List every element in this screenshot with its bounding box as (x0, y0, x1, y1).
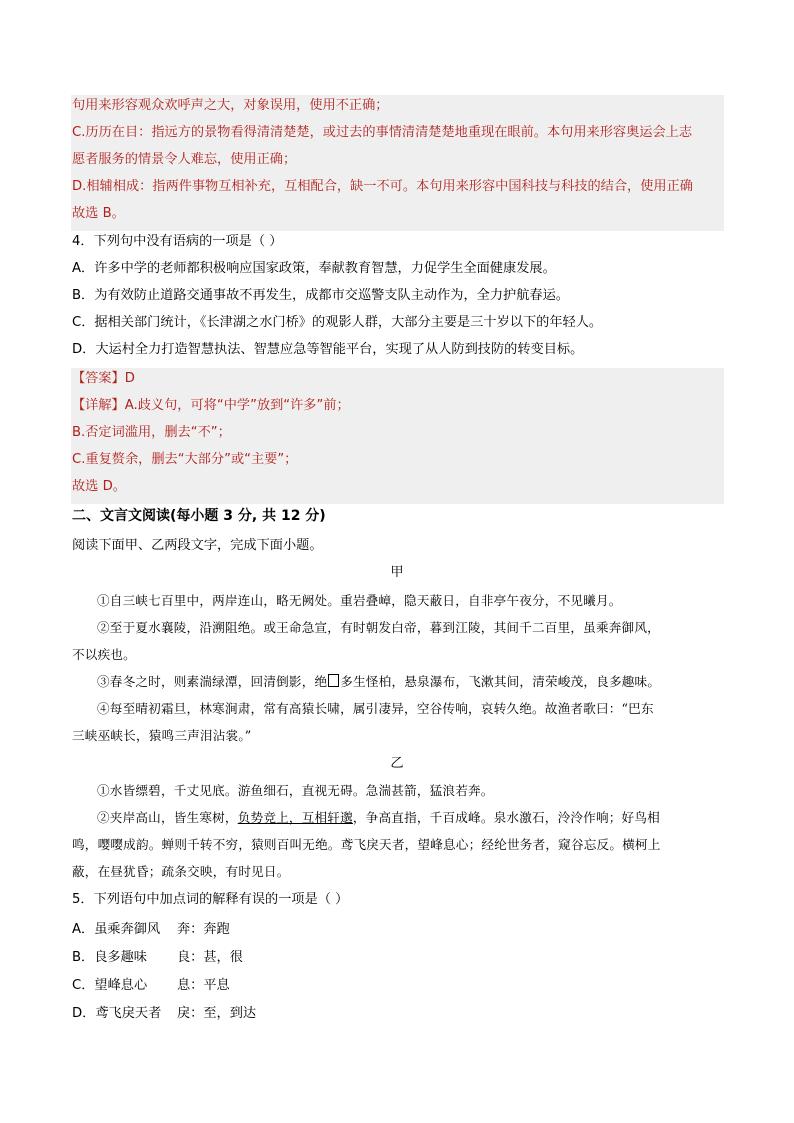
q4-detail-a (72, 398, 350, 414)
detail-label: 【详解】 (72, 398, 125, 413)
underlined-phrase: 负势竞上，互相轩邈 (237, 810, 353, 825)
q5-option-a (72, 922, 230, 938)
passage-text: ③春冬之时，则素湍绿潭，回清倒影，绝 (97, 674, 328, 689)
missing-char-box (328, 674, 339, 687)
option-text: D．鸢飞戾天者 (72, 1006, 162, 1021)
passage-text: ②夹岸高山，皆生寒树， (97, 810, 238, 825)
passage-jia-paragraph (97, 674, 660, 690)
option-text: B．良多趣味 (72, 950, 147, 965)
q5-stem: 5．下列语句中加点词的解释有误的一项是（ ） (72, 892, 349, 907)
passage-text: 多生怪柏，悬泉瀑布，飞漱其间，清荣峻茂，良多趣味。 (340, 674, 661, 689)
q5-option-d (72, 1006, 256, 1022)
q4-conclusion: 故选 D。 (72, 479, 126, 494)
detail-a-text: A.歧义句，可将“中学”放到“许多”前； (124, 398, 350, 413)
passage-yi-title: 乙 (390, 756, 404, 771)
q3-explanation-line: C.历历在目：指远方的景物看得清清楚楚，或过去的事情清清楚楚地重现在眼前。本句用来形容奥运会上志 (72, 125, 693, 140)
q4-stem: 4．下列句中没有语病的一项是（ ） (72, 234, 283, 249)
passage-text: ，争高直指，千百成峰。泉水激石，泠泠作响；好鸟相 (352, 810, 660, 825)
passage-jia-title: 甲 (390, 565, 404, 580)
passage-jia-paragraph: ②至于夏水襄陵，沿溯阻绝。或王命急宣，有时朝发白帝，暮到江陵，其间千二百里，虽乘奔御风， (97, 620, 660, 635)
passage-yi-paragraph-cont: 鸣，嘤嘤成韵。蝉则千转不穷，猿则百叫无绝。鸢飞戾天者，望峰息心；经纶世务者，窥谷忘反。横柯上 (72, 837, 661, 852)
passage-yi-paragraph-cont: 蔽，在昼犹昏；疏条交映，有时见日。 (72, 864, 290, 879)
option-explanation: 戾：至，到达 (177, 1006, 257, 1021)
q3-conclusion: 故选 B。 (72, 206, 125, 221)
q4-option-a: A．许多中学的老师都积极响应国家政策，奉献教育智慧，力促学生全面健康发展。 (72, 261, 556, 276)
option-text: C．望峰息心 (72, 978, 148, 993)
q5-option-c (72, 978, 230, 994)
q4-option-b: B．为有效防止道路交通事故不再发生，成都市交巡警支队主动作为，全力护航春运。 (72, 288, 569, 303)
section-instruction: 阅读下面甲、乙两段文字，完成下面小题。 (72, 538, 323, 553)
q4-detail-c: C.重复赘余，删去“大部分”或“主要”； (72, 452, 298, 467)
q5-option-b (72, 950, 243, 966)
q4-answer (72, 371, 135, 387)
q4-option-c: C．据相关部门统计，《长津湖之水门桥》的观影人群，大部分主要是三十岁以下的年轻人。 (72, 315, 603, 330)
option-explanation: 息：平息 (177, 978, 230, 993)
q4-option-d: D．大运村全力打造智慧执法、智慧应急等智能平台，实现了从人防到技防的转变目标。 (72, 342, 584, 357)
q4-detail-b: B.否定词滥用，删去“不”； (72, 425, 231, 440)
passage-jia-paragraph: ①自三峡七百里中，两岸连山，略无阙处。重岩叠嶂，隐天蔽日，自非亭午夜分，不见曦月。 (97, 593, 622, 608)
answer-label: 【答案】 (72, 371, 125, 386)
section-heading: 二、文言文阅读(每小题 3 分, 共 12 分) (72, 508, 326, 524)
q3-explanation-line: D.相辅相成：指两件事物互相补充，互相配合，缺一不可。本句用来形容中国科技与科技的结合，使用正确 (72, 179, 693, 194)
answer-value: D (124, 371, 135, 386)
passage-jia-paragraph-cont: 三峡巫峡长，猿鸣三声泪沾裳。” (72, 728, 252, 743)
q3-explanation-line: 句用来形容观众欢呼声之大，对象误用，使用不正确； (72, 98, 389, 113)
passage-jia-paragraph-cont: 不以疾也。 (72, 647, 136, 662)
passage-jia-paragraph: ④每至晴初霜旦，林寒涧肃，常有高猿长啸，属引凄异，空谷传响，哀转久绝。故渔者歌曰：“巴东 (97, 701, 654, 716)
option-text: A．虽乘奔御风 (72, 922, 161, 937)
option-explanation: 奔：奔跑 (177, 922, 230, 937)
option-explanation: 良：甚，很 (177, 950, 243, 965)
passage-yi-paragraph (97, 810, 660, 826)
q3-explanation-line: 愿者服务的情景令人难忘，使用正确； (72, 152, 297, 167)
passage-yi-paragraph: ①水皆缥碧，千丈见底。游鱼细石，直视无碍。急湍甚箭，猛浪若奔。 (97, 783, 494, 798)
